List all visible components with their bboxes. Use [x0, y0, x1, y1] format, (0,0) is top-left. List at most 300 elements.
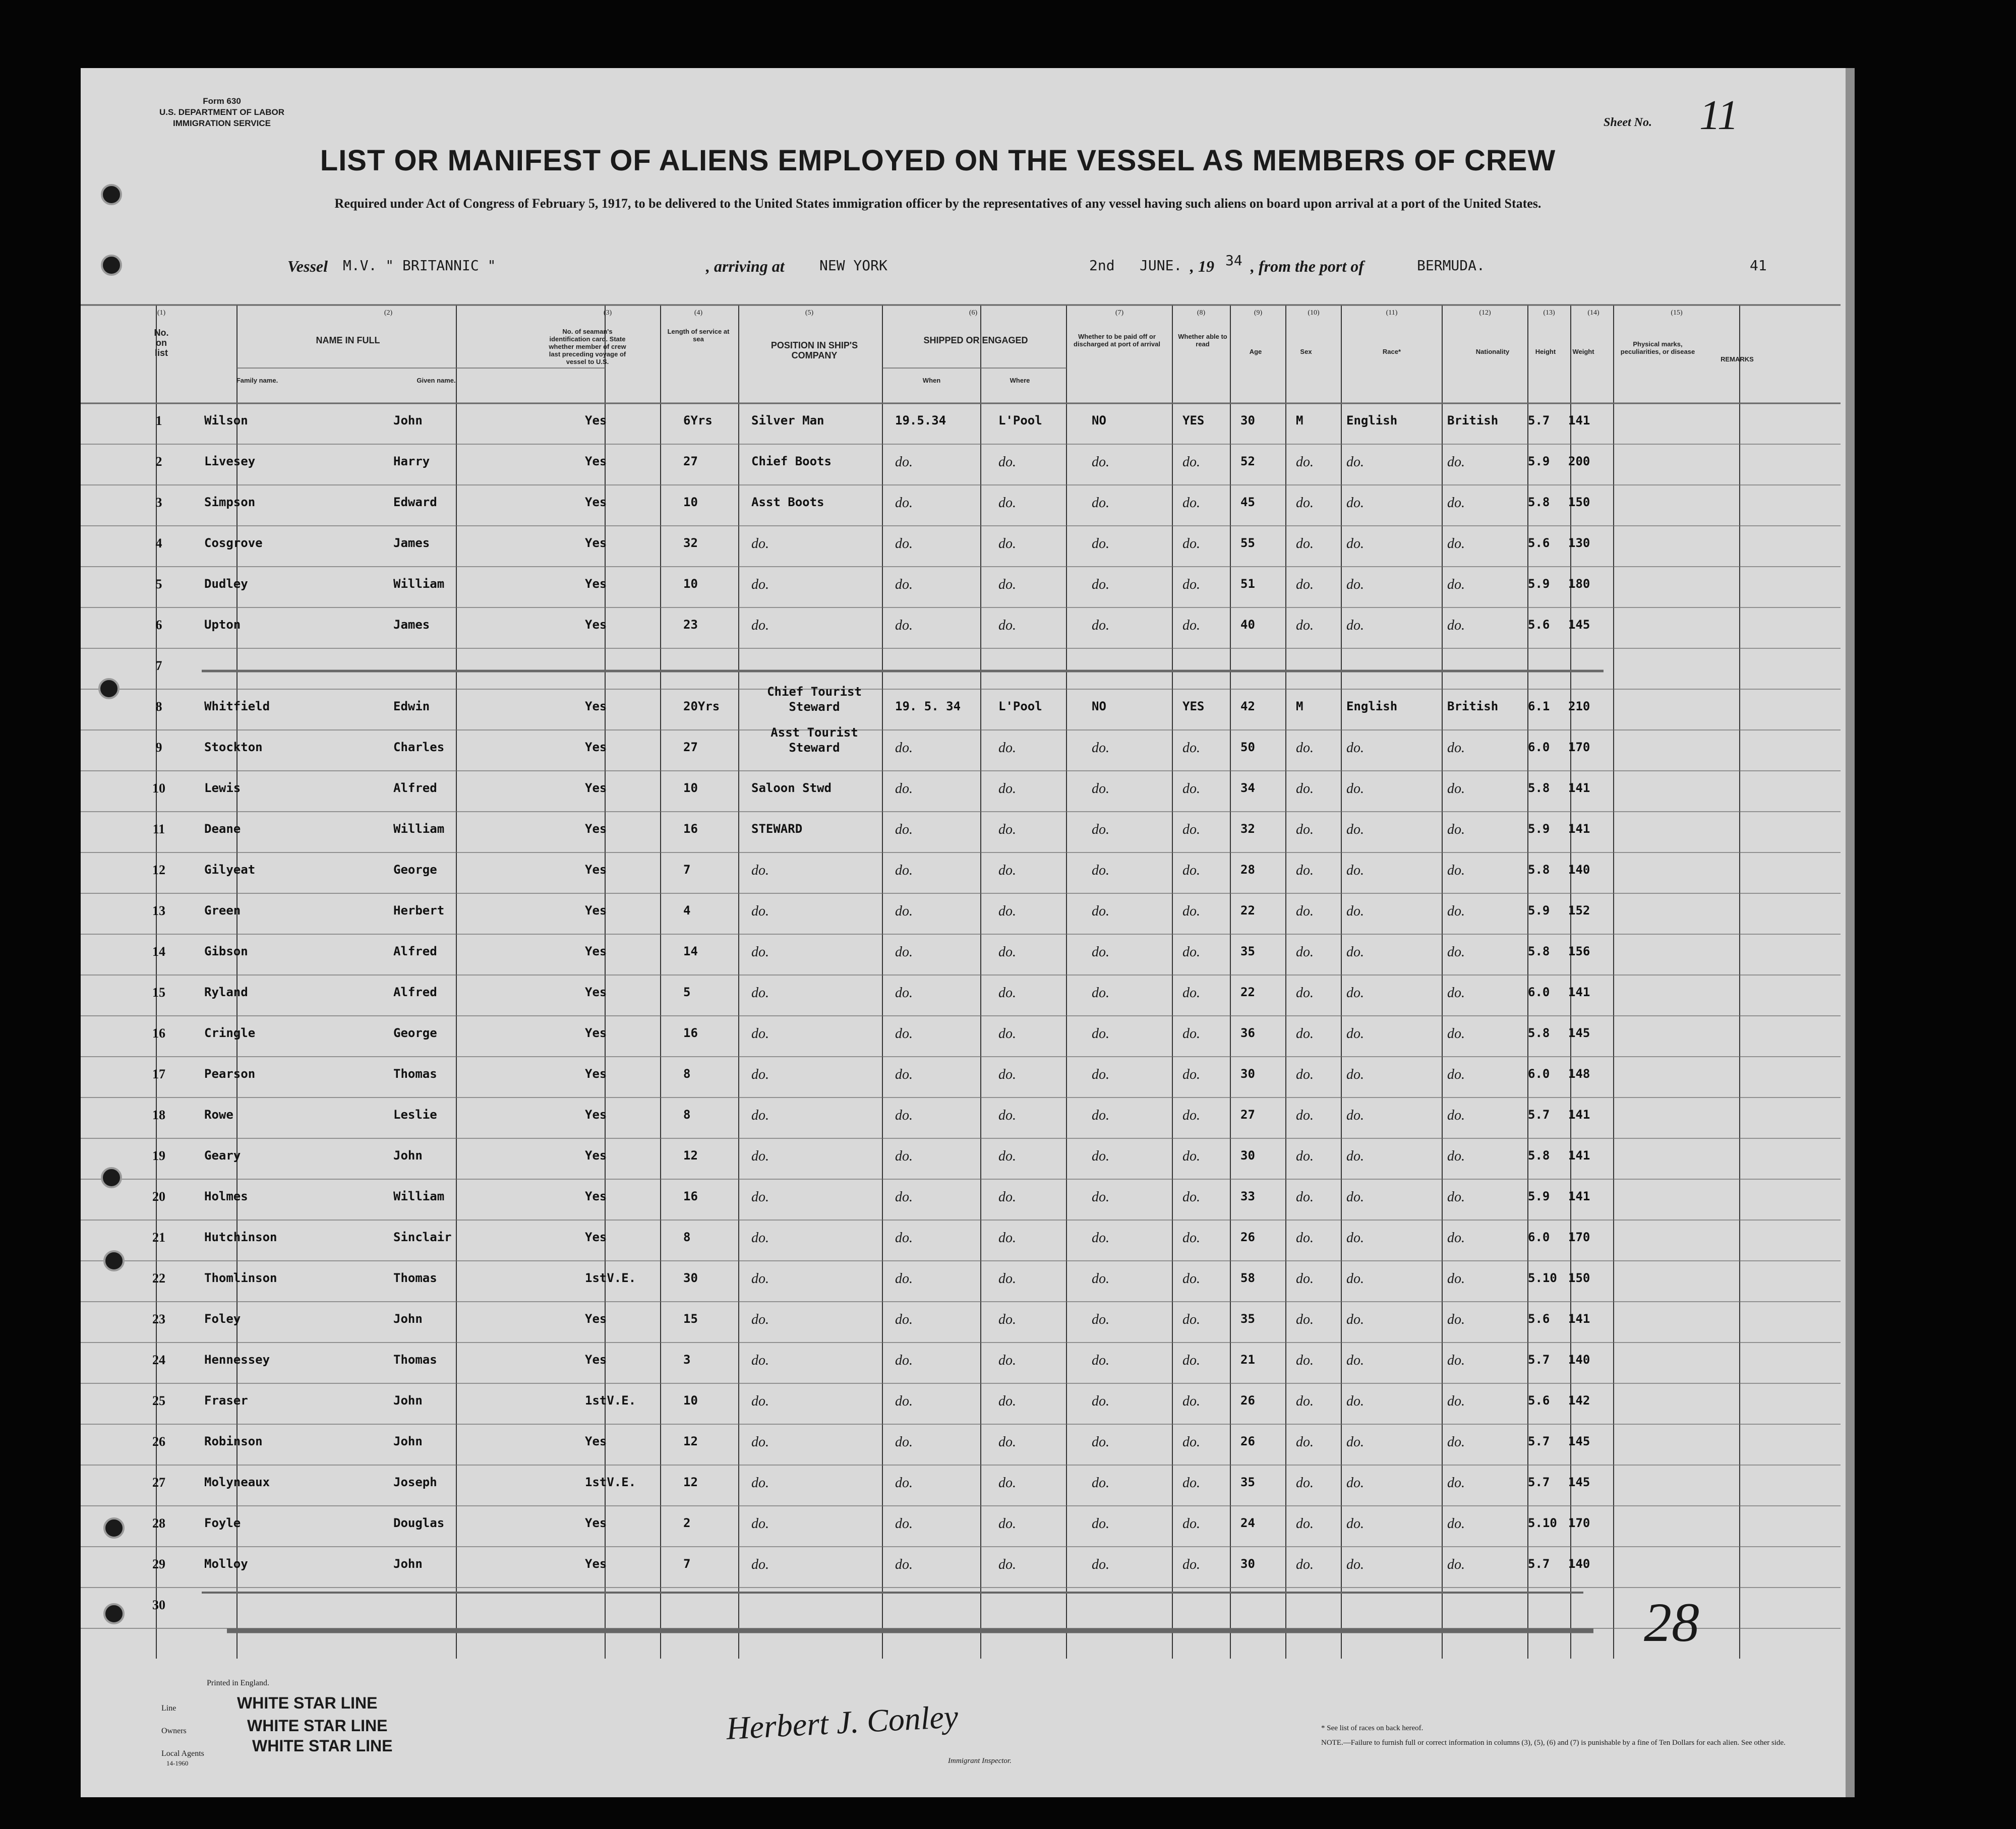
- row-number: 18: [152, 1108, 165, 1122]
- cell-when: do.: [895, 1230, 913, 1246]
- cell-position: do.: [751, 1475, 769, 1491]
- cell-age: 34: [1240, 781, 1255, 795]
- penalty-note: NOTE.—Failure to furnish full or correct information in columns (3), (5), (6) and (7) is punishable by a fine of Ten Dollars for each alien. See other side.: [1321, 1739, 1786, 1747]
- cell-where: do.: [998, 1475, 1016, 1491]
- cell-nat: do.: [1447, 1189, 1465, 1205]
- cell-where: do.: [998, 1434, 1016, 1450]
- row-number: 9: [155, 740, 162, 755]
- cell-sex: do.: [1296, 1108, 1314, 1123]
- cell-height: 5.6: [1528, 536, 1550, 550]
- header-name-in-full: NAME IN FULL: [316, 335, 380, 345]
- cell-race: do.: [1346, 536, 1364, 552]
- cell-where: do.: [998, 1189, 1016, 1205]
- cell-given: Alfred: [393, 985, 437, 999]
- cell-age: 30: [1240, 1067, 1255, 1081]
- cell-family: Dudley: [204, 577, 248, 591]
- cell-service: 3: [683, 1353, 691, 1367]
- sheet-number: 11: [1699, 92, 1739, 139]
- cell-weight: 180: [1568, 577, 1590, 591]
- punch-hole: [101, 184, 122, 205]
- cell-when: do.: [895, 1434, 913, 1450]
- cell-when: do.: [895, 495, 913, 511]
- cell-position: do.: [751, 618, 769, 633]
- cell-race: do.: [1346, 1108, 1364, 1123]
- cell-sex: do.: [1296, 1557, 1314, 1572]
- form-code: 14-1960: [166, 1759, 189, 1767]
- cell-position: Chief Boots: [751, 454, 832, 468]
- cell-family: Holmes: [204, 1189, 248, 1203]
- cell-paid: do.: [1092, 1026, 1109, 1042]
- row-number: 5: [155, 577, 162, 591]
- cell-service: 32: [683, 536, 698, 550]
- cell-service: 16: [683, 1026, 698, 1040]
- cell-read: do.: [1182, 618, 1200, 633]
- cell-paid: do.: [1092, 1434, 1109, 1450]
- cell-when: do.: [895, 1271, 913, 1287]
- manifest-sheet: [81, 68, 1855, 1797]
- cell-service: 10: [683, 781, 698, 795]
- cell-age: 27: [1240, 1108, 1255, 1122]
- cell-paid: do.: [1092, 1067, 1109, 1082]
- punch-hole: [101, 255, 122, 276]
- column-number: (3): [603, 309, 612, 317]
- printed-in-england: Printed in England.: [207, 1679, 269, 1687]
- cell-height: 6.0: [1528, 740, 1550, 754]
- cell-given: William: [393, 822, 445, 836]
- row-number: 2: [155, 454, 162, 469]
- column-number: (6): [969, 309, 978, 317]
- cell-where: do.: [998, 863, 1016, 878]
- cell-sex: do.: [1296, 1475, 1314, 1491]
- cell-race: do.: [1346, 1475, 1364, 1491]
- row-number: 6: [155, 618, 162, 632]
- cell-given: John: [393, 1393, 423, 1408]
- cell-age: 24: [1240, 1516, 1255, 1530]
- cell-nat: do.: [1447, 1026, 1465, 1042]
- cell-where: do.: [998, 1067, 1016, 1082]
- cell-position: Chief Tourist Steward: [767, 685, 862, 714]
- cell-family: Molyneaux: [204, 1475, 270, 1489]
- cell-race: do.: [1346, 1271, 1364, 1287]
- cell-position: Asst Tourist Steward: [770, 725, 858, 755]
- cell-race: do.: [1346, 1557, 1364, 1572]
- row-number: 11: [152, 822, 165, 836]
- cell-race: do.: [1346, 1434, 1364, 1450]
- owners-label: Owners: [161, 1727, 187, 1735]
- handwritten-total: 28: [1644, 1592, 1699, 1653]
- column-number: (10): [1308, 309, 1320, 317]
- row-number: 21: [152, 1230, 165, 1245]
- cell-where: do.: [998, 577, 1016, 592]
- cell-read: do.: [1182, 495, 1200, 511]
- cell-where: do.: [998, 536, 1016, 552]
- cell-prev: Yes: [585, 1312, 607, 1326]
- table-grid: [81, 68, 1846, 1797]
- cell-paid: do.: [1092, 1475, 1109, 1491]
- cell-paid: NO: [1092, 413, 1106, 428]
- cell-service: 14: [683, 944, 698, 958]
- cell-prev: 1stV.E.: [585, 1271, 636, 1285]
- cell-nat: do.: [1447, 1434, 1465, 1450]
- cell-weight: 170: [1568, 1516, 1590, 1530]
- cell-race: do.: [1346, 1067, 1364, 1082]
- cell-prev: Yes: [585, 822, 607, 836]
- cell-where: do.: [998, 1108, 1016, 1123]
- row-number: 25: [152, 1393, 165, 1408]
- cell-where: do.: [998, 740, 1016, 756]
- cell-height: 5.9: [1528, 1189, 1550, 1203]
- cell-where: do.: [998, 903, 1016, 919]
- row-number: 17: [152, 1067, 165, 1081]
- cell-nat: do.: [1447, 944, 1465, 960]
- cell-sex: do.: [1296, 1353, 1314, 1368]
- vessel-line: [287, 252, 1800, 282]
- cell-nat: do.: [1447, 1393, 1465, 1409]
- cell-where: do.: [998, 1148, 1016, 1164]
- cell-when: do.: [895, 1026, 913, 1042]
- cell-service: 12: [683, 1434, 698, 1448]
- cell-where: L'Pool: [998, 699, 1042, 713]
- cell-sex: do.: [1296, 454, 1314, 470]
- cell-family: Upton: [204, 618, 241, 632]
- line-label: Line: [161, 1704, 176, 1713]
- local-agents-name: WHITE STAR LINE: [252, 1737, 393, 1755]
- departure-port: BERMUDA.: [1417, 257, 1485, 274]
- cell-when: do.: [895, 1312, 913, 1327]
- column-number: (8): [1197, 309, 1206, 317]
- cell-weight: 210: [1568, 699, 1590, 713]
- cell-weight: 141: [1568, 1312, 1590, 1326]
- cell-nat: do.: [1447, 822, 1465, 837]
- cell-service: 7: [683, 1557, 691, 1571]
- column-number: (14): [1587, 309, 1599, 317]
- cell-position: Asst Boots: [751, 495, 824, 509]
- cell-race: do.: [1346, 985, 1364, 1001]
- cell-nat: do.: [1447, 1148, 1465, 1164]
- cell-sex: do.: [1296, 740, 1314, 756]
- cell-given: John: [393, 1312, 423, 1326]
- cell-height: 5.10: [1528, 1516, 1557, 1530]
- cell-sex: do.: [1296, 1271, 1314, 1287]
- cell-race: do.: [1346, 577, 1364, 592]
- cell-sex: do.: [1296, 1230, 1314, 1246]
- cell-family: Green: [204, 903, 241, 918]
- cell-race: do.: [1346, 618, 1364, 633]
- cell-sex: do.: [1296, 1312, 1314, 1327]
- row-number: 8: [155, 699, 162, 714]
- cell-sex: do.: [1296, 863, 1314, 878]
- cell-family: Fraser: [204, 1393, 248, 1408]
- cell-race: do.: [1346, 944, 1364, 960]
- form-number: Form 630: [203, 96, 241, 106]
- cell-sex: do.: [1296, 536, 1314, 552]
- row-number: 3: [155, 495, 162, 510]
- service-name: IMMIGRATION SERVICE: [173, 118, 271, 128]
- owners-name: WHITE STAR LINE: [247, 1717, 388, 1735]
- cell-age: 35: [1240, 1475, 1255, 1489]
- cell-given: Joseph: [393, 1475, 437, 1489]
- row-number: 26: [152, 1434, 165, 1449]
- cell-height: 5.9: [1528, 454, 1550, 468]
- page-subtitle: Required under Act of Congress of February 5, 1917, to be delivered to the United States immigration officer by the representatives of any vessel having such aliens on board upon arrival at a port of the United States.: [334, 196, 1541, 211]
- cell-family: Hutchinson: [204, 1230, 277, 1244]
- cell-when: do.: [895, 1189, 913, 1205]
- cell-nat: do.: [1447, 1312, 1465, 1327]
- column-number: (13): [1543, 309, 1555, 317]
- form-header: [111, 96, 333, 129]
- row-number: 23: [152, 1312, 165, 1326]
- arrival-day: 2nd: [1089, 257, 1115, 274]
- cell-sex: do.: [1296, 1067, 1314, 1082]
- cell-where: do.: [998, 1271, 1016, 1287]
- cell-race: do.: [1346, 1353, 1364, 1368]
- cell-where: do.: [998, 1312, 1016, 1327]
- row-number: 24: [152, 1353, 165, 1367]
- cell-height: 5.8: [1528, 781, 1550, 795]
- cell-prev: Yes: [585, 1108, 607, 1122]
- cell-position: do.: [751, 1108, 769, 1123]
- cell-age: 35: [1240, 1312, 1255, 1326]
- punch-hole: [98, 678, 120, 699]
- cell-age: 28: [1240, 863, 1255, 877]
- cell-prev: Yes: [585, 781, 607, 795]
- cell-position: do.: [751, 1434, 769, 1450]
- cell-position: do.: [751, 1271, 769, 1287]
- cell-nat: do.: [1447, 1557, 1465, 1572]
- cell-given: Edwin: [393, 699, 430, 713]
- row-number: 12: [152, 863, 165, 877]
- cell-given: George: [393, 1026, 437, 1040]
- cell-family: Simpson: [204, 495, 256, 509]
- header-no-on-list: No. on list: [154, 328, 169, 358]
- cell-read: YES: [1182, 413, 1205, 428]
- cell-height: 5.9: [1528, 903, 1550, 918]
- cell-height: 6.0: [1528, 985, 1550, 999]
- cell-when: do.: [895, 1067, 913, 1082]
- cell-weight: 141: [1568, 822, 1590, 836]
- cell-when: do.: [895, 1516, 913, 1532]
- cell-race: English: [1346, 699, 1398, 713]
- page-title: LIST OR MANIFEST OF ALIENS EMPLOYED ON THE VESSEL AS MEMBERS OF CREW: [320, 144, 1556, 177]
- cell-position: do.: [751, 1516, 769, 1532]
- header-remarks: REMARKS: [1721, 355, 1754, 363]
- cell-read: do.: [1182, 985, 1200, 1001]
- cell-nat: do.: [1447, 454, 1465, 470]
- cell-sex: do.: [1296, 822, 1314, 837]
- cell-height: 5.8: [1528, 1026, 1550, 1040]
- cell-given: James: [393, 618, 430, 632]
- cell-nat: do.: [1447, 618, 1465, 633]
- cell-prev: Yes: [585, 699, 607, 713]
- cell-given: Thomas: [393, 1271, 437, 1285]
- cell-family: Gilyeat: [204, 863, 256, 877]
- cell-paid: do.: [1092, 822, 1109, 837]
- cell-sex: M: [1296, 699, 1303, 713]
- cell-age: 58: [1240, 1271, 1255, 1285]
- cell-paid: do.: [1092, 536, 1109, 552]
- cell-when: 19. 5. 34: [895, 699, 961, 713]
- cell-read: do.: [1182, 740, 1200, 756]
- cell-prev: Yes: [585, 1434, 607, 1448]
- cell-sex: do.: [1296, 903, 1314, 919]
- cell-service: 8: [683, 1108, 691, 1122]
- cell-sex: do.: [1296, 781, 1314, 797]
- cell-nat: do.: [1447, 1353, 1465, 1368]
- cell-given: William: [393, 1189, 445, 1203]
- cell-height: 5.6: [1528, 618, 1550, 632]
- cell-weight: 141: [1568, 1108, 1590, 1122]
- cell-paid: do.: [1092, 903, 1109, 919]
- cell-height: 5.7: [1528, 1475, 1550, 1489]
- cell-weight: 152: [1568, 903, 1590, 918]
- cell-weight: 170: [1568, 740, 1590, 754]
- cell-sex: do.: [1296, 1434, 1314, 1450]
- cell-prev: Yes: [585, 1353, 607, 1367]
- cell-race: do.: [1346, 740, 1364, 756]
- column-number: (7): [1115, 309, 1124, 317]
- cell-age: 45: [1240, 495, 1255, 509]
- cell-paid: do.: [1092, 1516, 1109, 1532]
- cell-family: Foley: [204, 1312, 241, 1326]
- cell-prev: Yes: [585, 536, 607, 550]
- cell-age: 22: [1240, 903, 1255, 918]
- cell-read: do.: [1182, 536, 1200, 552]
- cell-sex: do.: [1296, 944, 1314, 960]
- cell-family: Whitfield: [204, 699, 270, 713]
- cell-weight: 150: [1568, 495, 1590, 509]
- cell-given: John: [393, 1148, 423, 1163]
- cell-given: Thomas: [393, 1067, 437, 1081]
- header-able-to-read: Whether able to read: [1178, 333, 1227, 348]
- cell-height: 5.7: [1528, 1108, 1550, 1122]
- cell-service: 15: [683, 1312, 698, 1326]
- cell-prev: Yes: [585, 454, 607, 468]
- cell-nat: do.: [1447, 1516, 1465, 1532]
- cell-prev: Yes: [585, 985, 607, 999]
- cell-where: do.: [998, 618, 1016, 633]
- cell-when: do.: [895, 740, 913, 756]
- year-suffix: 34: [1225, 252, 1242, 269]
- cell-height: 6.0: [1528, 1230, 1550, 1244]
- cell-weight: 142: [1568, 1393, 1590, 1408]
- cell-sex: do.: [1296, 618, 1314, 633]
- cell-race: do.: [1346, 454, 1364, 470]
- header-sex: Sex: [1300, 348, 1312, 355]
- cell-weight: 170: [1568, 1230, 1590, 1244]
- header-race: Race*: [1382, 348, 1401, 355]
- cell-paid: do.: [1092, 1271, 1109, 1287]
- cell-read: do.: [1182, 1312, 1200, 1327]
- cell-position: do.: [751, 1230, 769, 1246]
- cell-age: 52: [1240, 454, 1255, 468]
- cell-prev: Yes: [585, 863, 607, 877]
- cell-nat: do.: [1447, 495, 1465, 511]
- cell-prev: Yes: [585, 413, 607, 428]
- vessel-label: Vessel: [287, 257, 328, 275]
- cell-service: 4: [683, 903, 691, 918]
- cell-position: do.: [751, 1067, 769, 1082]
- cell-paid: do.: [1092, 1189, 1109, 1205]
- header-nationality: Nationality: [1475, 348, 1510, 355]
- row-number: 16: [152, 1026, 165, 1041]
- header-seaman-card: No. of seaman's identification card. State whether member of crew last preceding voyage of vessel to U.S.: [549, 328, 626, 365]
- cell-height: 5.7: [1528, 413, 1550, 428]
- cell-height: 5.8: [1528, 863, 1550, 877]
- cell-where: L'Pool: [998, 413, 1042, 428]
- cell-service: 27: [683, 454, 698, 468]
- cell-where: do.: [998, 1516, 1016, 1532]
- header-given-name: Given name.: [417, 377, 456, 384]
- cell-given: Herbert: [393, 903, 445, 918]
- cell-race: do.: [1346, 1230, 1364, 1246]
- cell-sex: M: [1296, 413, 1303, 428]
- cell-nat: British: [1447, 699, 1499, 713]
- cell-position: do.: [751, 985, 769, 1001]
- cell-family: Rowe: [204, 1108, 233, 1122]
- cell-when: do.: [895, 822, 913, 837]
- cell-given: John: [393, 1434, 423, 1448]
- cell-given: Thomas: [393, 1353, 437, 1367]
- cell-position: do.: [751, 536, 769, 552]
- cell-height: 6.0: [1528, 1067, 1550, 1081]
- punch-hole: [103, 1517, 125, 1539]
- cell-given: Douglas: [393, 1516, 445, 1530]
- cell-weight: 145: [1568, 618, 1590, 632]
- page-count: 41: [1750, 257, 1767, 274]
- cell-service: 12: [683, 1475, 698, 1489]
- column-number: (5): [805, 309, 814, 317]
- cell-family: Lewis: [204, 781, 241, 795]
- cell-when: do.: [895, 1108, 913, 1123]
- cell-age: 21: [1240, 1353, 1255, 1367]
- cell-given: Harry: [393, 454, 430, 468]
- race-note: * See list of races on back hereof.: [1321, 1724, 1424, 1732]
- header-paid-off: Whether to be paid off or discharged at port of arrival: [1074, 333, 1160, 348]
- column-number: (15): [1671, 309, 1683, 317]
- cell-nat: do.: [1447, 985, 1465, 1001]
- cell-service: 8: [683, 1067, 691, 1081]
- cell-prev: Yes: [585, 740, 607, 754]
- column-number: (9): [1254, 309, 1263, 317]
- cell-service: 6Yrs: [683, 413, 713, 428]
- cell-nat: do.: [1447, 536, 1465, 552]
- cell-family: Livesey: [204, 454, 256, 468]
- cell-weight: 140: [1568, 1353, 1590, 1367]
- cell-position: do.: [751, 1189, 769, 1205]
- cell-prev: Yes: [585, 1516, 607, 1530]
- cell-age: 30: [1240, 413, 1255, 428]
- cell-service: 20Yrs: [683, 699, 720, 713]
- cell-paid: do.: [1092, 985, 1109, 1001]
- cell-weight: 141: [1568, 985, 1590, 999]
- cell-given: George: [393, 863, 437, 877]
- cell-race: do.: [1346, 1148, 1364, 1164]
- cell-family: Geary: [204, 1148, 241, 1163]
- cell-age: 35: [1240, 944, 1255, 958]
- header-family-name: Family name.: [236, 377, 278, 384]
- cell-nat: do.: [1447, 903, 1465, 919]
- cell-age: 55: [1240, 536, 1255, 550]
- header-height: Height: [1535, 348, 1556, 355]
- cell-service: 16: [683, 822, 698, 836]
- punch-hole: [103, 1603, 125, 1624]
- row-number: 29: [152, 1557, 165, 1571]
- cell-race: English: [1346, 413, 1398, 428]
- cell-service: 27: [683, 740, 698, 754]
- cell-age: 50: [1240, 740, 1255, 754]
- cell-race: do.: [1346, 495, 1364, 511]
- cell-age: 30: [1240, 1557, 1255, 1571]
